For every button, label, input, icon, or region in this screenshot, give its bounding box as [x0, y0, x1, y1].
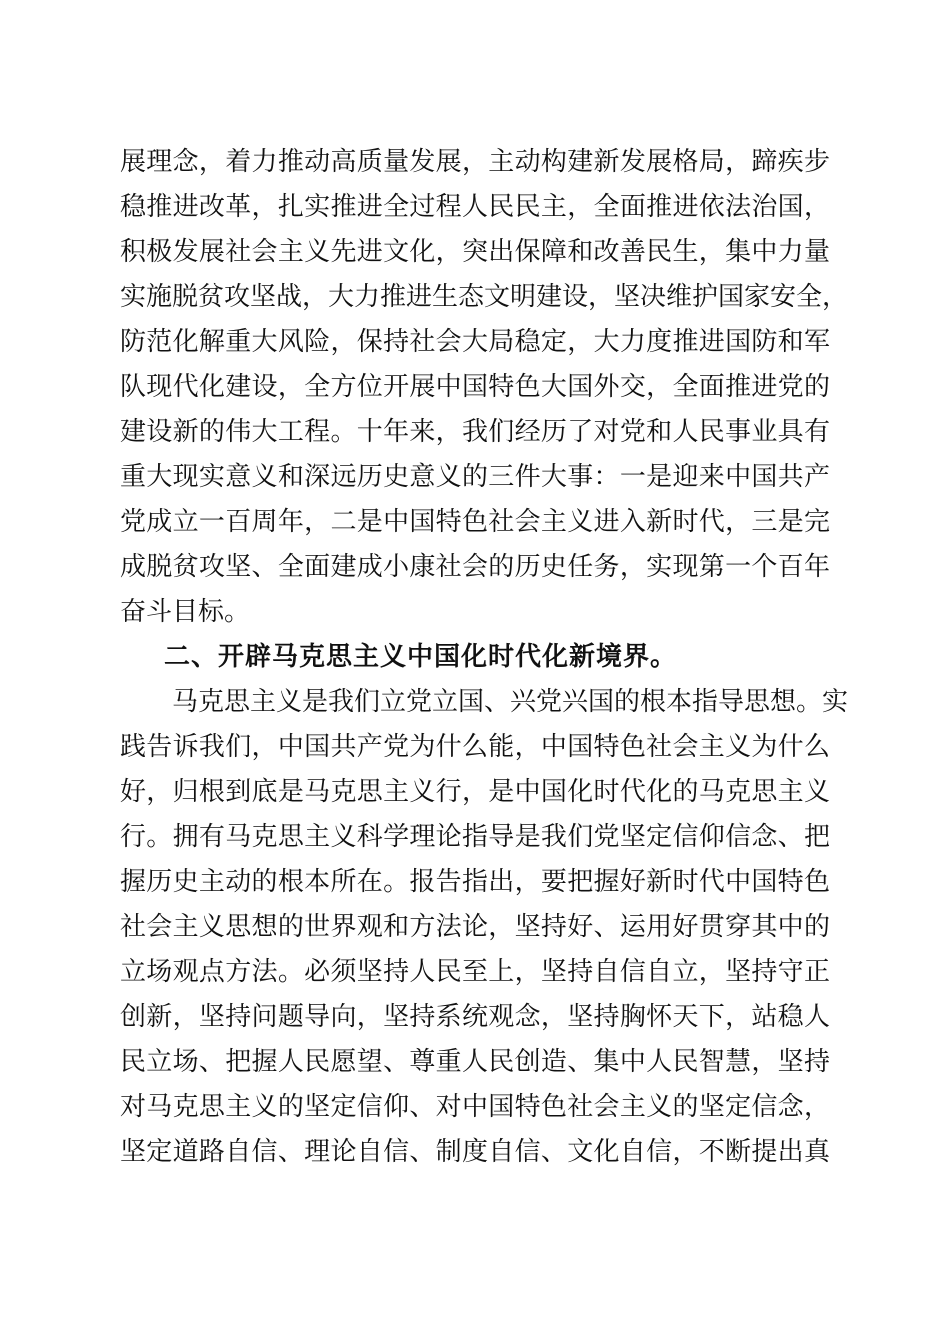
- paragraph-line: 行。拥有马克思主义科学理论指导是我们党坚定信仰信念、把: [120, 822, 830, 852]
- paragraph-line: 重大现实意义和深远历史意义的三件大事：一是迎来中国共产: [120, 462, 830, 492]
- paragraph-line: 防范化解重大风险，保持社会大局稳定，大力度推进国防和军: [120, 327, 830, 357]
- paragraph-line: 民立场、把握人民愿望、尊重人民创造、集中人民智慧，坚持: [120, 1047, 830, 1077]
- paragraph-line: 积极发展社会主义先进文化，突出保障和改善民生，集中力量: [120, 237, 830, 267]
- section-heading: 二、开辟马克思主义中国化时代化新境界。: [164, 642, 678, 672]
- paragraph-line: 队现代化建设，全方位开展中国特色大国外交，全面推进党的: [120, 372, 830, 402]
- paragraph-line: 践告诉我们，中国共产党为什么能，中国特色社会主义为什么: [120, 732, 830, 762]
- paragraph-line: 稳推进改革，扎实推进全过程人民民主，全面推进依法治国，: [120, 192, 830, 222]
- paragraph-line: 实施脱贫攻坚战，大力推进生态文明建设，坚决维护国家安全，: [120, 282, 849, 312]
- paragraph-line: 对马克思主义的坚定信仰、对中国特色社会主义的坚定信念，: [120, 1092, 830, 1122]
- paragraph-line: 成脱贫攻坚、全面建成小康社会的历史任务，实现第一个百年: [120, 552, 830, 582]
- paragraph-line: 党成立一百周年，二是中国特色社会主义进入新时代，三是完: [120, 507, 830, 537]
- paragraph-line: 好，归根到底是马克思主义行，是中国化时代化的马克思主义: [120, 777, 830, 807]
- paragraph-1: [120, 140, 849, 635]
- paragraph-2: [120, 680, 849, 1175]
- paragraph-line: 社会主义思想的世界观和方法论，坚持好、运用好贯穿其中的: [120, 912, 830, 942]
- document-body: [120, 140, 849, 1175]
- paragraph-line: 建设新的伟大工程。十年来，我们经历了对党和人民事业具有: [120, 417, 830, 447]
- paragraph-line: 坚定道路自信、理论自信、制度自信、文化自信，不断提出真: [120, 1137, 830, 1167]
- paragraph-line: 立场观点方法。必须坚持人民至上，坚持自信自立，坚持守正: [120, 957, 830, 987]
- paragraph-line: 奋斗目标。: [120, 597, 251, 627]
- paragraph-line: 展理念，着力推动高质量发展，主动构建新发展格局，蹄疾步: [120, 147, 830, 177]
- paragraph-line: 创新，坚持问题导向，坚持系统观念，坚持胸怀天下，站稳人: [120, 1002, 830, 1032]
- paragraph-line: 马克思主义是我们立党立国、兴党兴国的根本指导思想。实: [172, 687, 849, 717]
- paragraph-line: 握历史主动的根本所在。报告指出，要把握好新时代中国特色: [120, 867, 830, 897]
